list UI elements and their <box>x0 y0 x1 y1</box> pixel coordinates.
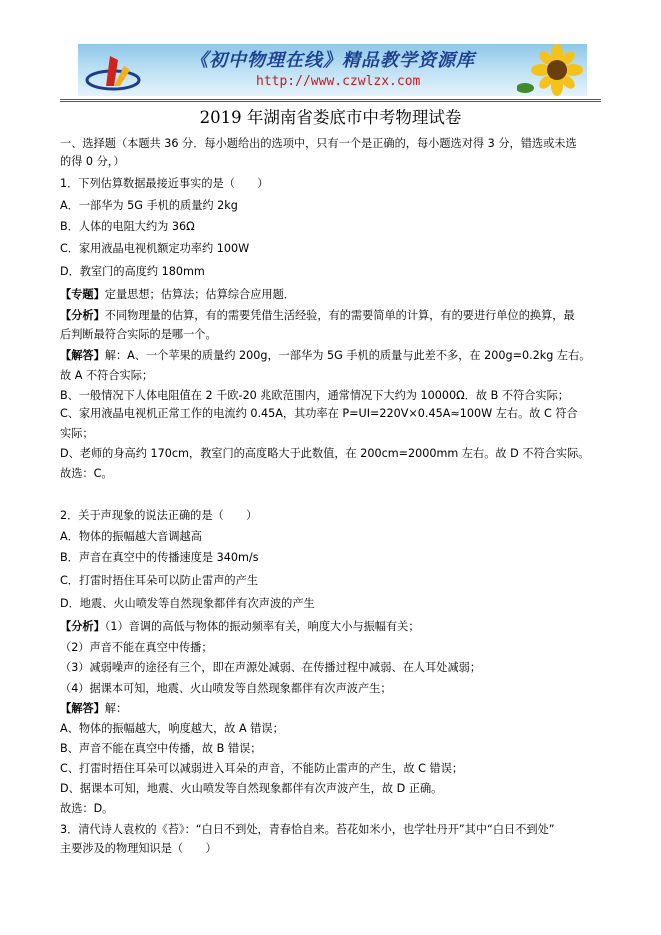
line-text: B．声音在真空中的传播速度是 340m/s <box>60 551 259 564</box>
text-line <box>60 407 578 421</box>
line-text: 故选：C。 <box>60 467 113 480</box>
banner-title: 《初中物理在线》精品教学资源库 <box>190 50 475 71</box>
section-tag: 【解答】 <box>60 349 105 362</box>
text-line <box>60 242 249 256</box>
line-text: 3．清代诗人袁枚的《苔》：“白日不到处，青春恰自来。苔花如米小，也学牡丹开”其中“白日不到处” <box>60 823 555 836</box>
text-line <box>60 349 590 363</box>
text-line <box>60 551 259 565</box>
line-text: D、老师的身高约 170cm，教室门的高度略大于此数值，在 200cm=2000mm 左右。故 D 不符合实际。 <box>60 447 590 460</box>
text-line <box>60 467 113 481</box>
line-text: 的得 0 分，） <box>60 155 125 168</box>
text-line <box>60 137 577 151</box>
page-title: 2019 年湖南省娄底市中考物理试卷 <box>199 108 462 127</box>
line-text: 一、选择题（本题共 36 分．每小题给出的选项中，只有一个是正确的，每小题选对得 3 分，错选或未选 <box>60 137 577 150</box>
text-line <box>60 447 589 461</box>
line-text: 不同物理量的估算，有的需要凭借生活经验，有的需要简单的计算，有的要进行单位的换算，最 <box>104 309 575 322</box>
line-text: B、声音不能在真空中传播，故 B 错误； <box>60 742 262 755</box>
text-line <box>60 597 315 611</box>
line-text: C、家用液晶电视机正常工作的电流约 0.45A，其功率在 P=UI=220V×0.45A≈100W 左右。故 C 符合 <box>60 407 578 420</box>
line-text: C．打雷时捂住耳朵可以防止雷声的产生 <box>60 574 259 587</box>
sunflower-icon <box>517 44 587 96</box>
text-line <box>60 682 392 696</box>
line-text: C、打雷时捂住耳朵可以减弱进入耳朵的声音，不能防止雷声的产生，故 C 错误； <box>60 762 464 775</box>
line-text: （3）减弱噪声的途径有三个，即在声源处减弱、在传播过程中减弱、在人耳处减弱； <box>60 661 482 674</box>
section-tag: 【专题】 <box>60 288 105 301</box>
line-text: 解：A、一个苹果的质量约 200g，一部华为 5G 手机的质量与此差不多，在 200g=0.2kg 左右。 <box>104 349 591 362</box>
line-text: A．物体的振幅越大音调越高 <box>60 530 202 543</box>
text-line <box>60 509 257 523</box>
text-line <box>60 288 295 302</box>
text-line <box>60 369 153 383</box>
text-line <box>60 842 217 856</box>
text-line <box>60 199 238 213</box>
header-rule-top <box>60 99 601 100</box>
line-text: 解： <box>104 702 128 715</box>
line-text: C．家用液晶电视机额定功率约 100W <box>60 242 250 255</box>
line-text: B、一般情况下人体电阻值在 2 千欧-20 兆欧范围内，通常情况下大约为 10000Ω．故 B 不符合实际； <box>60 389 569 402</box>
text-line <box>60 574 258 588</box>
section-tag: 【分析】 <box>60 309 105 322</box>
line-text: 故选：D。 <box>60 802 114 815</box>
line-text: （2）声音不能在真空中传播； <box>60 641 213 654</box>
line-text: A．一部华为 5G 手机的质量约 2kg <box>60 199 238 212</box>
header-banner <box>78 44 587 96</box>
banner-url: http://www.czwlzx.com <box>256 74 421 89</box>
text-line <box>60 782 442 796</box>
line-text: 1．下列估算数据最接近事实的是（ ） <box>60 177 269 190</box>
text-line <box>60 722 284 736</box>
line-text: 主要涉及的物理知识是（ ） <box>60 842 217 855</box>
line-text: A、物体的振幅越大，响度越大，故 A 错误； <box>60 722 284 735</box>
section-tag: 【分析】 <box>60 620 105 633</box>
text-line <box>60 389 569 403</box>
text-line <box>60 641 213 655</box>
text-line <box>60 702 127 716</box>
text-line <box>60 530 202 544</box>
text-line <box>60 823 555 837</box>
line-text: （4）据课本可知，地震、火山喷发等自然现象都伴有次声波产生； <box>60 682 392 695</box>
text-line <box>60 742 261 756</box>
line-text: B．人体的电阻大约为 36Ω <box>60 220 195 233</box>
text-line <box>60 220 195 234</box>
site-logo-icon <box>84 52 142 92</box>
section-tag: 【解答】 <box>60 702 105 715</box>
line-text: D．地震、火山喷发等自然现象都伴有次声波的产生 <box>60 597 315 610</box>
line-text: 2．关于声现象的说法正确的是（ ） <box>60 509 258 522</box>
header-rule-bottom <box>60 101 601 102</box>
text-line <box>60 427 94 441</box>
text-line <box>60 802 113 816</box>
line-text: 后判断最符合实际的是哪一个。 <box>60 328 217 341</box>
text-line <box>60 661 481 675</box>
line-text: 定量思想；估算法；估算综合应用题． <box>104 288 295 301</box>
text-line <box>60 265 205 279</box>
line-text: D．教室门的高度约 180mm <box>60 265 205 278</box>
text-line <box>60 177 269 191</box>
text-line <box>60 620 420 634</box>
text-line <box>60 309 575 323</box>
text-line <box>60 328 217 342</box>
text-line <box>60 762 463 776</box>
line-text: 故 A 不符合实际； <box>60 369 154 382</box>
line-text: 实际； <box>60 427 94 440</box>
line-text: （1）音调的高低与物体的振动频率有关，响度大小与振幅有关； <box>104 620 420 633</box>
text-line <box>60 155 125 169</box>
line-text: D、据课本可知，地震、火山喷发等自然现象都伴有次声波产生，故 D 正确。 <box>60 782 443 795</box>
